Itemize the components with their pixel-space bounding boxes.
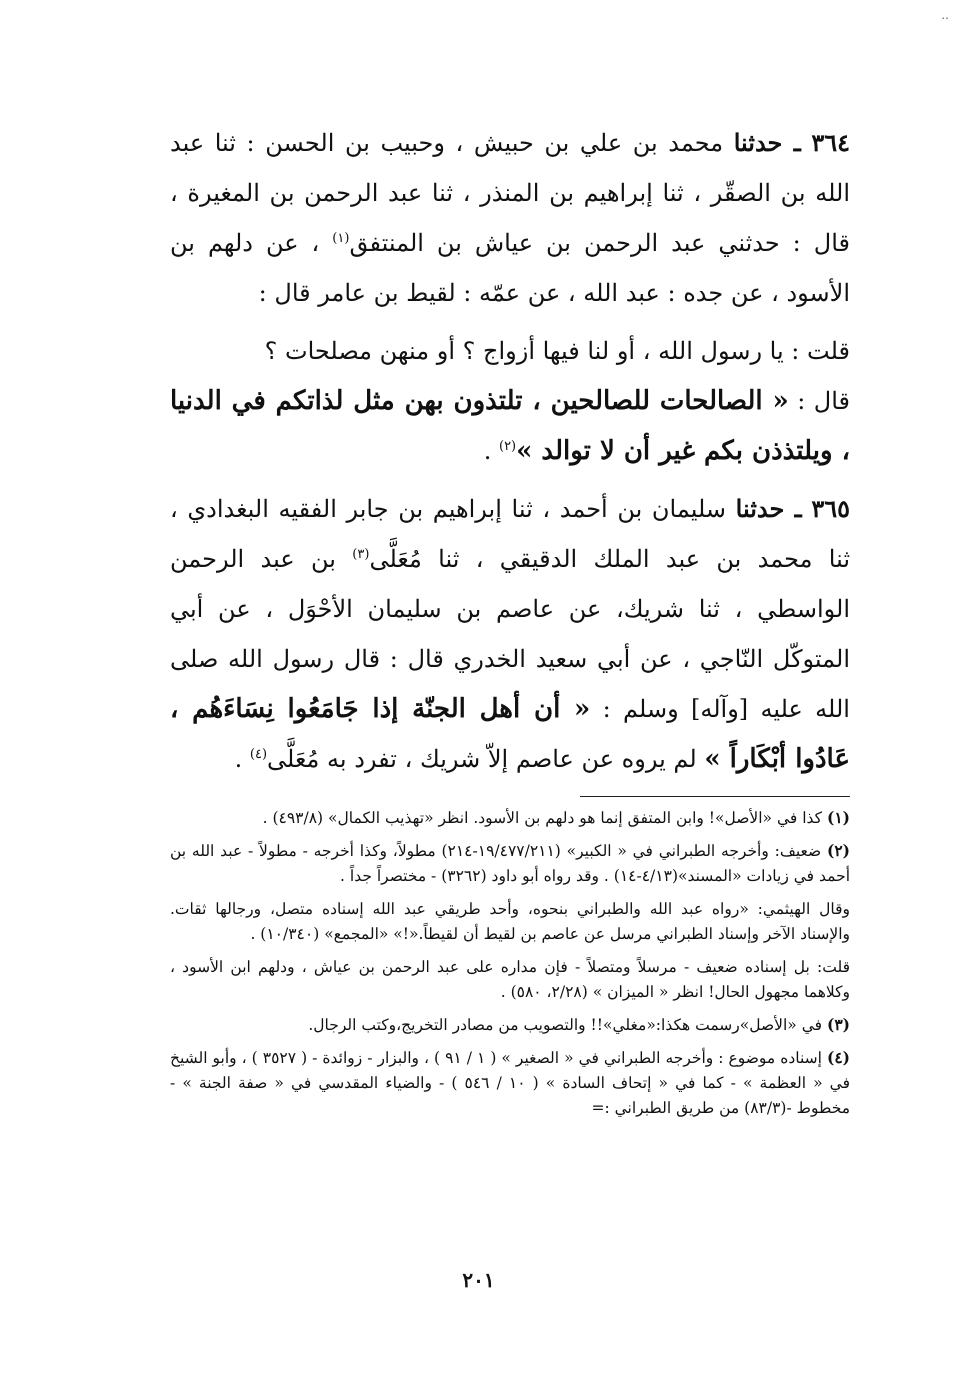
entry-364-question: قلت : يا رسول الله ، أو لنا فيها أزواج ؟ أو منهن مصلحات ؟ [264,337,850,365]
entry-number: ٣٦٤ [811,128,850,157]
footnote-2-comment [170,954,850,1005]
footnote-1 [170,805,850,831]
page-body [170,118,850,1128]
footnote-text: إسناده موضوع : وأخرجه الطبراني في « الصغير » ( ١ / ٩١ ) ، والبزار - زوائدة - ( ٣٥٢٧ ) ، وأبو الشيخ في « العظمة » - كما في « إتحاف السادة » ( ١٠ / ٥٤٦ ) - والضياء المقدسي في « صفة الجنة » - مخطوط -(٨٣/٣) من طريق الطبراني := [170,1049,850,1117]
entry-isnad: محمد بن علي بن حبيش ، وحبيب بن الحسن : ثنا عبد الله بن الصقّر ، ثنا إبراهيم بن المنذر ، ثنا عبد الرحمن بن المغيرة ، قال : حدثني عبد الرحمن بن عياش بن المنتفق [170,129,850,257]
footnote-label: (١) [826,808,850,827]
footnote-ref[interactable]: (١) [332,231,350,246]
entry-lead: ـ حدثنا [733,128,801,157]
entry-number: ٣٦٥ [811,494,850,523]
answer-intro: قال : [797,387,850,415]
footnote-text: كذا في «الأصل»! وابن المتفق إنما هو دلهم بن الأسود. انظر «تهذيب الكمال» (٤٩٣/٨) . [262,809,823,827]
footnote-3 [170,1012,850,1038]
entry-365 [170,484,850,784]
corner-mark: .. [941,8,949,22]
entry-end: . [483,437,492,465]
footnote-2 [170,838,850,889]
entry-364-isnad [170,118,850,318]
footnote-label: (٢) [826,841,850,860]
entry-end: . [234,745,243,773]
entry-comment: لم يروه عن عاصم إلاّ شريك ، تفرد به مُعَلَّى [267,745,697,773]
page-number: ٢٠١ [462,1268,495,1292]
entry-isnad-cont: ، عن دلهم بن الأسود ، عن جده : عبد الله ، عن عمّه : لقيط بن عامر قال : [170,229,850,307]
entry-364-answer [170,376,850,476]
entry-isnad-cont: بن عبد الرحمن الواسطي ، ثنا شريك، عن عاصم بن سليمان الأحْوَل ، عن أبي المتوكّل النّاجي ، عن أبي سعيد الخدري قال : قال رسول الله صلى الله عليه [وآله] وسلم : [170,545,850,723]
footnote-label: (٤) [826,1048,850,1067]
hadith-text: « أن أهل الجنّة إذا جَامَعُوا نِسَاءَهُم ، عَادُوا أبْكَاراً » [170,694,850,774]
footnote-text: ضعيف: وأخرجه الطبراني في « الكبير» (١٩/٤٧٧/٢١١-٢١٤) مطولاً، وكذا أخرجه - مطولاً - عبد الله بن أحمد في زيادات «المسند»(٤/١٣-١٤) . وقد رواه أبو داود (٣٢٦٢) - مختصراً جداً . [170,842,850,885]
footnote-ref[interactable]: (٢) [498,439,517,454]
footnote-2-haythami [170,896,850,947]
footnotes [170,805,850,1121]
footnote-label: (٣) [826,1015,850,1034]
hadith-text: « الصالحات للصالحين ، تلتذون بهن مثل لذاتكم في الدنيا ، ويلتذذن بكم غير أن لا توالد » [170,386,850,466]
main-text [170,118,850,784]
footnote-4 [170,1045,850,1121]
footnote-ref[interactable]: (٤) [249,747,268,762]
footnote-ref[interactable]: (٣) [352,547,370,562]
footnote-text: في «الأصل»رسمت هكذا:«مغلي»!! والتصويب من مصادر التخريج،وكتب الرجال. [308,1016,823,1034]
entry-isnad: سليمان بن أحمد ، ثنا إبراهيم بن جابر الفقيه البغدادي ، ثنا محمد بن عبد الملك الدقيقي ، ثنا مُعَلَّى [170,495,850,573]
footnote-text: وقال الهيثمي: «رواه عبد الله والطبراني بنحوه، وأحد طريقي عبد الله إسناده متصل، ورجالها ثقات. والإسناد الآخر وإسناد الطبراني مرسل عن عاصم بن لقيط أن لقيطاً.«!» «المجمع» (١٠/٣٤٠) . [170,900,850,943]
footnote-divider [580,796,850,797]
footnote-text: قلت: بل إسناده ضعيف - مرسلاً ومتصلاً - فإن مداره على عبد الرحمن بن عياش ، ودلهم ابن الأسود ، وكلاهما مجهول الحال! انظر « الميزان » (٢/٢٨، ٥٨٠) . [170,958,850,1001]
entry-lead: ـ حدثنا [735,494,802,523]
